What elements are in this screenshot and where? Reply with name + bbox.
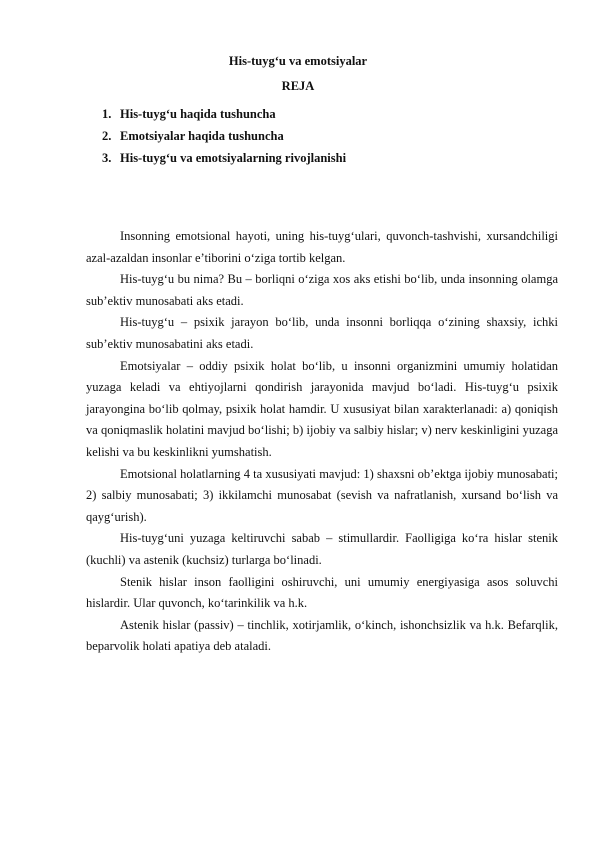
paragraph: His-tuyg‘u – psixik jarayon bo‘lib, unda insonni borliqqa o‘zining shaxsiy, ichki sub’ektiv munosabatini aks etadi. [86, 315, 558, 351]
plan-item-text: Emotsiyalar haqida tushuncha [120, 129, 284, 143]
plan-heading: REJA [281, 79, 315, 93]
plan-list [102, 103, 346, 169]
plan-item [102, 147, 346, 169]
paragraph: His-tuyg‘uni yuzaga keltiruvchi sabab – stimullardir. Faolligiga ko‘ra hislar stenik (kuchli) va astenik (kuchsiz) turlarga bo‘linadi. [86, 531, 558, 567]
plan-item-text: His-tuyg‘u va emotsiyalarning rivojlanishi [120, 151, 347, 165]
paragraph: Emotsional holatlarning 4 ta xususiyati mavjud: 1) shaxsni ob’ektga ijobiy munosabati; 2) salbiy munosabati; 3) ikkilamchi munosabat (sevish va nafratlanish, xursand bo‘lish va qayg‘urish). [86, 466, 558, 524]
paragraph: Insonning emotsional hayoti, uning his-tuyg‘ulari, quvonch-tashvishi, xursandchiligi azal-azaldan insonlar e’tiborini o‘ziga tortib kelgan. [86, 229, 558, 265]
plan-item-number: 1. [102, 107, 112, 121]
body-text [86, 226, 558, 658]
plan-item-number: 3. [102, 151, 112, 165]
plan-item-text: His-tuyg‘u haqida tushuncha [120, 107, 276, 121]
plan-item [102, 125, 346, 147]
paragraph: His-tuyg‘u bu nima? Bu – borliqni o‘ziga xos aks etishi bo‘lib, unda insonning olamga sub’ektiv munosabati aks etadi. [86, 272, 558, 308]
plan-item [102, 103, 346, 125]
document-title: His-tuyg‘u va emotsiyalar [228, 54, 368, 68]
paragraph: Astenik hislar (passiv) – tinchlik, xotirjamlik, o‘kinch, ishonchsizlik va h.k. Befarqlik, beparvolik holati apatiya deb ataladi. [86, 617, 558, 654]
paragraph: Stenik hislar inson faolligini oshiruvchi, uni umumiy energiyasiga asos soluvchi hislardir. Ular quvonch, ko‘tarinkilik va h.k. [86, 574, 558, 611]
plan-item-number: 2. [102, 129, 112, 143]
paragraph: Emotsiyalar – oddiy psixik holat bo‘lib, u insonni organizmini umumiy holatidan yuzaga keladi va ehtiyojlarni qondirish jarayonida mavjud bo‘ladi. His-tuyg‘u psixik jarayongina bo‘lib qolmay, psixik holat hamdir. U xususiyat bilan xarakterlanadi: a) qoniqish va qoniqmaslik holatini mavjud bo‘lishi; b) ijobiy va salbiy hislar; v) nerv keskinligini yuzaga kelishi va bu keskinlikni yumshatish. [86, 358, 558, 459]
